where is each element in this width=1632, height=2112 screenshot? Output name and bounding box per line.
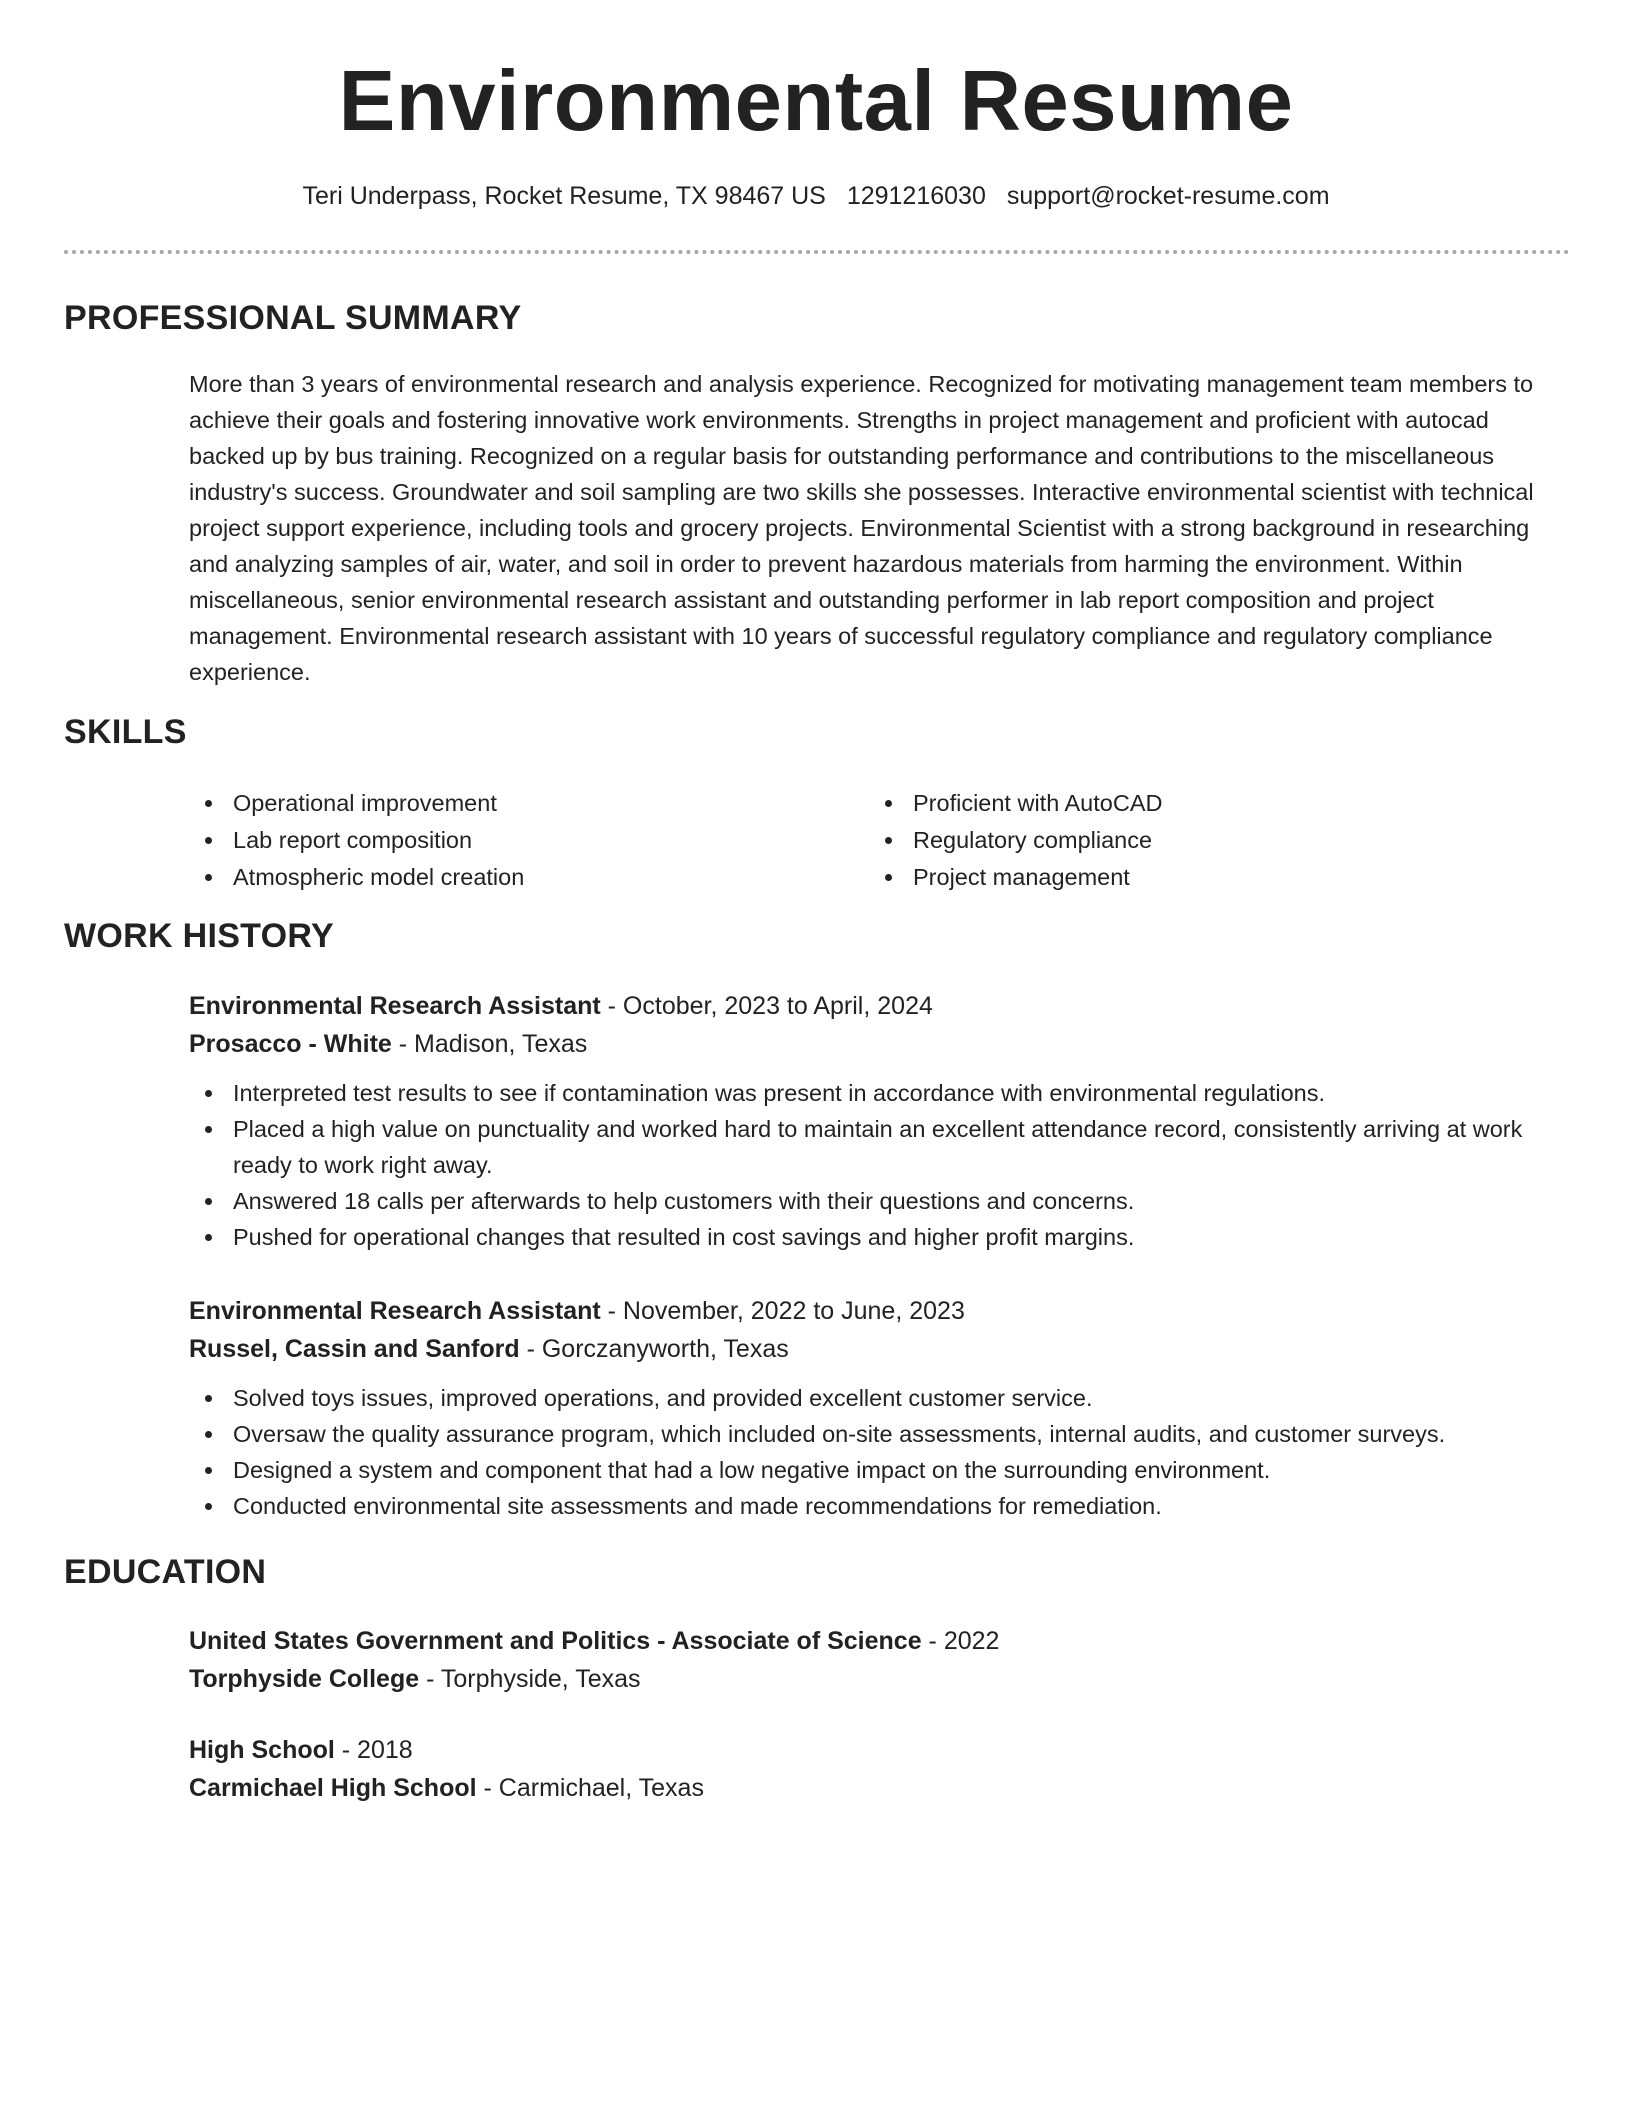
- education-degree: High School: [189, 1736, 335, 1764]
- job-company-line: [189, 1025, 1569, 1063]
- summary-text: More than 3 years of environmental research and analysis experience. Recognized for motivating management team members to achieve their goals and fostering innovative work environments. Strengths in project management and proficient with autocad backed up by bus training. Recognized on a regular basis for outstanding performance and contributions to the miscellaneous industry's success. Groundwater and soil sampling are two skills she possesses. Interactive environmental scientist with technical project support experience, including tools and grocery projects. Environmental Scientist with a strong background in researching and analyzing samples of air, water, and soil in order to prevent hazardous materials from harming the environment. Within miscellaneous, senior environmental research assistant and outstanding performer in lab report composition and project management. Environmental research assistant with 10 years of successful regulatory compliance and regulatory compliance experience.: [189, 371, 1534, 685]
- skills-list-right: [869, 785, 1469, 896]
- contact-line: [0, 180, 1632, 212]
- education-entry: [189, 1731, 1569, 1807]
- education-school-line: [189, 1769, 1569, 1807]
- job-title-line: [189, 1292, 1569, 1330]
- education-year: - 2022: [921, 1627, 1000, 1655]
- contact-email: support@rocket-resume.com: [1006, 182, 1330, 210]
- education-school: Carmichael High School: [189, 1774, 477, 1802]
- job-location: - Gorczanyworth, Texas: [519, 1335, 789, 1363]
- job-bullet: Interpreted test results to see if contamination was present in accordance with environmental regulations.: [189, 1075, 1569, 1111]
- job-entry: [189, 987, 1569, 1255]
- education-degree-line: [189, 1731, 1569, 1769]
- education-heading: EDUCATION: [64, 1553, 267, 1591]
- job-location: - Madison, Texas: [391, 1030, 588, 1058]
- job-bullets: [189, 1075, 1569, 1255]
- resume-title: Environmental Resume: [338, 54, 1294, 149]
- skill-item: Regulatory compliance: [869, 822, 1469, 859]
- education-year: - 2018: [334, 1736, 413, 1764]
- summary-heading: PROFESSIONAL SUMMARY: [64, 299, 522, 337]
- contact-address: Teri Underpass, Rocket Resume, TX 98467 US: [302, 182, 826, 210]
- job-entry: [189, 1292, 1569, 1524]
- contact-phone: 1291216030: [846, 182, 986, 210]
- skills-heading: SKILLS: [64, 713, 187, 751]
- skill-item: Atmospheric model creation: [189, 859, 789, 896]
- education-school: Torphyside College: [189, 1665, 420, 1693]
- job-bullet: Pushed for operational changes that resulted in cost savings and higher profit margins.: [189, 1219, 1569, 1255]
- education-entry: [189, 1622, 1569, 1698]
- job-title-line: [189, 987, 1569, 1025]
- job-bullet: Placed a high value on punctuality and worked hard to maintain an excellent attendance record, consistently arriving at work ready to work right away.: [189, 1111, 1569, 1183]
- skill-item: Lab report composition: [189, 822, 789, 859]
- job-title: Environmental Research Assistant: [189, 992, 601, 1020]
- job-bullet: Answered 18 calls per afterwards to help customers with their questions and concerns.: [189, 1183, 1569, 1219]
- job-title: Environmental Research Assistant: [189, 1297, 601, 1325]
- skill-item: Proficient with AutoCAD: [869, 785, 1469, 822]
- job-company: Russel, Cassin and Sanford: [189, 1335, 520, 1363]
- skills-list-left: [189, 785, 789, 896]
- education-location: - Carmichael, Texas: [476, 1774, 704, 1802]
- job-bullet: Designed a system and component that had a low negative impact on the surrounding environment.: [189, 1452, 1569, 1488]
- job-dates: - November, 2022 to June, 2023: [600, 1297, 965, 1325]
- job-company-line: [189, 1330, 1569, 1368]
- job-bullet: Solved toys issues, improved operations, and provided excellent customer service.: [189, 1380, 1569, 1416]
- job-bullet: Conducted environmental site assessments and made recommendations for remediation.: [189, 1488, 1569, 1524]
- education-degree: United States Government and Politics - Associate of Science: [189, 1627, 922, 1655]
- education-degree-line: [189, 1622, 1569, 1660]
- skill-item: Project management: [869, 859, 1469, 896]
- job-bullet: Oversaw the quality assurance program, which included on-site assessments, internal audits, and customer surveys.: [189, 1416, 1569, 1452]
- job-company: Prosacco - White: [189, 1030, 392, 1058]
- education-location: - Torphyside, Texas: [419, 1665, 641, 1693]
- header-divider: [64, 250, 1570, 254]
- job-bullets: [189, 1380, 1569, 1524]
- work-heading: WORK HISTORY: [64, 917, 334, 955]
- education-school-line: [189, 1660, 1569, 1698]
- skill-item: Operational improvement: [189, 785, 789, 822]
- job-dates: - October, 2023 to April, 2024: [600, 992, 933, 1020]
